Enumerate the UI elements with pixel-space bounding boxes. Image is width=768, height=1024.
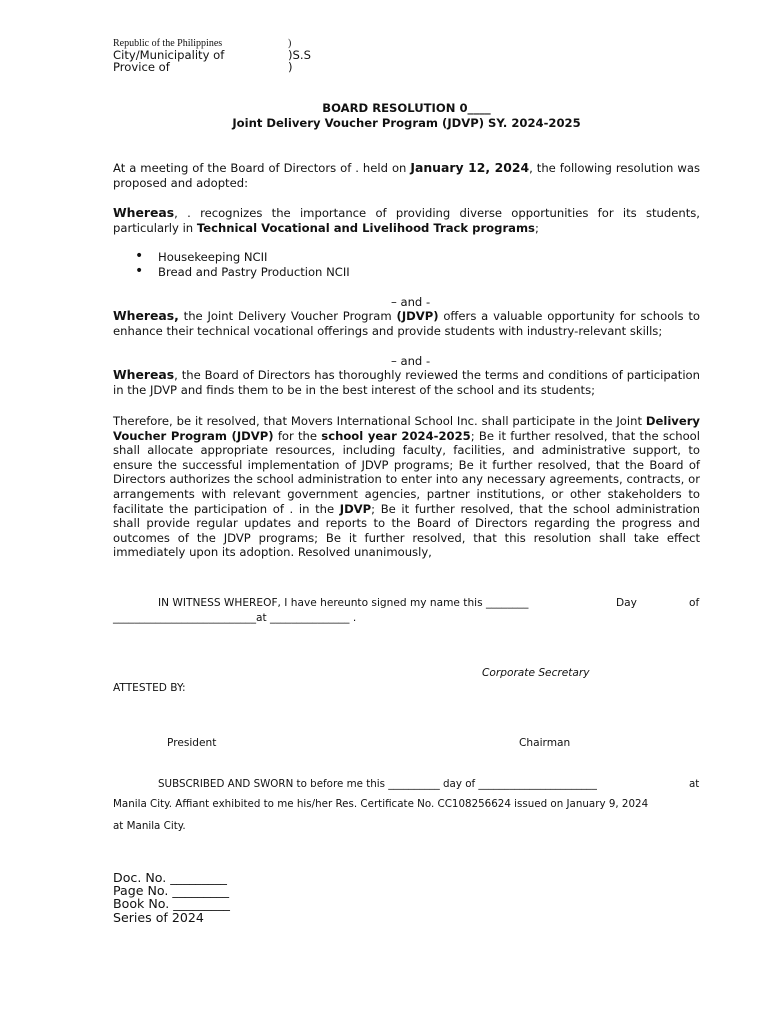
attested-by-label: ATTESTED BY: <box>113 682 186 694</box>
whereas-paragraph-3: Whereas, the Board of Directors has thoroughly reviewed the terms and conditions of participation in the JDVP and finds them to be in the best interest of the school and its students; <box>113 367 700 397</box>
chairman-label: Chairman <box>519 737 571 749</box>
program-list <box>113 250 350 280</box>
notarial-registry <box>113 871 230 924</box>
sworn-line-3: at Manila City. <box>113 820 186 832</box>
meeting-date: January 12, 2024 <box>410 160 530 175</box>
province-line: Provice of <box>113 60 170 74</box>
corporate-secretary-label: Corporate Secretary <box>482 667 590 679</box>
witness-line: IN WITNESS WHEREOF, I have hereunto signed my name this ________ <box>158 597 529 609</box>
book-no: Book No. _________ <box>113 896 230 912</box>
sworn-line-2: Manila City. Affiant exhibited to me his/her Res. Certificate No. CC108256624 issued on January 9, 2024 <box>113 798 649 810</box>
resolved-paragraph: Therefore, be it resolved, that Movers International School Inc. shall participate in the Joint Delivery Voucher Program (JDVP) for the school year 2024-2025; Be it further resolved, that the school shall allocate appropriate resources, including faculty, facilities, and administrative support, to ensure the successful implementation of JDVP programs; Be it further resolved, that the Board of Directors authorizes the school administration to enter into any necessary agreements, contracts, or arrangements with relevant government agencies, partner institutions, or other stakeholders to facilitate the participation of . in the JDVP; Be it further resolved, that the school administration shall provide regular updates and reports to the Board of Directors regarding the progress and outcomes of the JDVP programs; Be it further resolved, that this resolution shall take effect immediately upon its adoption. Resolved unanimously, <box>113 414 700 560</box>
and-separator: – and - <box>391 354 431 368</box>
city-line: City/Municipality of <box>113 48 225 62</box>
list-item: • Bread and Pastry Production NCII <box>113 265 350 280</box>
whereas-paragraph-1: Whereas, . recognizes the importance of providing diverse opportunities for its students, particularly in Technical Vocational and Livelihood Track programs; <box>113 205 700 235</box>
and-separator: – and - <box>391 295 431 309</box>
ss-mark: )S.S <box>288 48 311 62</box>
series: Series of 2024 <box>113 909 204 925</box>
list-item: • Housekeeping NCII <box>113 250 350 265</box>
doc-no: Doc. No. _________ <box>113 870 227 885</box>
sworn-line: SUBSCRIBED AND SWORN to before me this __________ day of _______________________ <box>158 778 597 790</box>
witness-line-2: ___________________________at _______________ . <box>113 612 357 624</box>
whereas-paragraph-2: Whereas, the Joint Delivery Voucher Program (JDVP) offers a valuable opportunity for schools to enhance their technical vocational offerings and provide students with industry-relevant skills; <box>113 308 701 338</box>
witness-day: Day <box>616 597 637 609</box>
republic-line: Republic of the Philippines <box>113 38 223 49</box>
resolution-title: BOARD RESOLUTION 0____ <box>322 101 491 115</box>
page-no: Page No. _________ <box>113 883 230 899</box>
sworn-at: at <box>689 778 700 790</box>
president-label: President <box>167 737 217 749</box>
witness-of: of <box>689 597 700 609</box>
header-paren: ) <box>288 38 292 49</box>
header-paren: ) <box>288 60 293 74</box>
resolution-subtitle: Joint Delivery Voucher Program (JDVP) SY. 2024-2025 <box>232 116 581 130</box>
intro-paragraph: At a meeting of the Board of Directors of . held on January 12, 2024, the following resolution was proposed and adopted: <box>113 160 700 190</box>
